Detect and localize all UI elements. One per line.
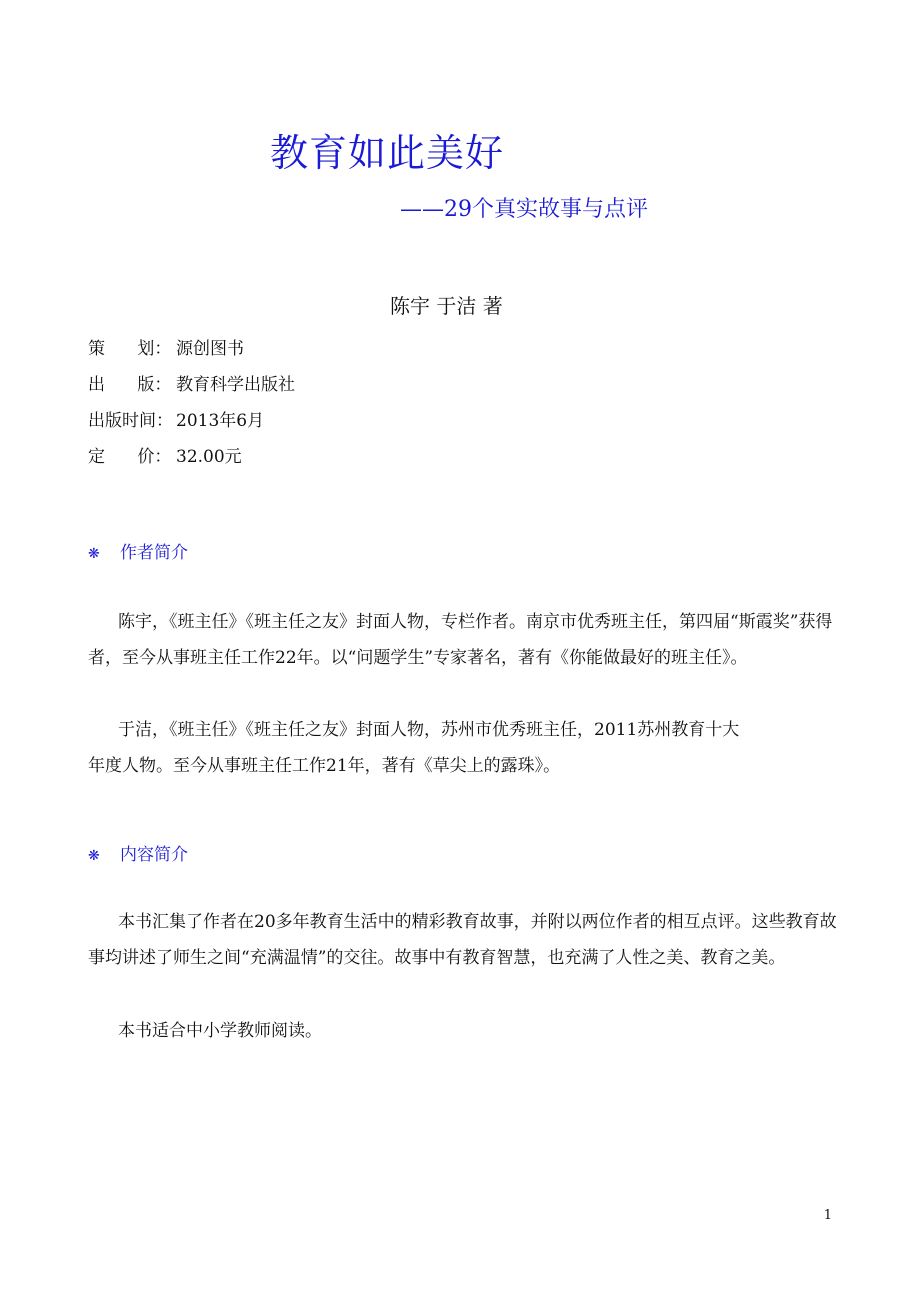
meta-row-publish-date [88,406,264,431]
meta-label: 策 划： [88,339,172,359]
section-heading-label: 作者简介 [120,543,188,563]
meta-value: 源创图书 [176,339,244,359]
author-intro-paragraph-yujie-line1: 于洁，《班主任》《班主任之友》封面人物，苏州市优秀班主任，2011苏州教育十大 [118,720,740,740]
meta-value: 教育科学出版社 [176,375,295,395]
book-authors: 陈宇 于洁 著 [390,294,503,318]
meta-label: 定 价： [88,447,172,467]
asterism-icon: ❋ [88,546,100,562]
asterism-icon: ❋ [88,848,100,864]
meta-value: 2013年6月 [176,411,265,431]
content-intro-audience: 本书适合中小学教师阅读。 [118,1021,322,1041]
section-heading-label: 内容简介 [120,845,188,865]
author-intro-paragraph-yujie-line2: 年度人物。至今从事班主任工作21年，著有《草尖上的露珠》。 [88,756,561,776]
book-subtitle: ——29个真实故事与点评 [400,197,648,222]
meta-row-planning [88,334,244,359]
meta-row-publisher [88,370,295,395]
section-heading-content-intro [88,840,188,865]
author-intro-paragraph-chenyu: 陈宇，《班主任》《班主任之友》封面人物，专栏作者。南京市优秀班主任，第四届“斯霞奖”获得者，至今从事班主任工作22年。以“问题学生”专家著名，著有《你能做最好的班主任》。 [88,612,833,668]
page-number: 1 [823,1208,832,1223]
content-intro-paragraph: 本书汇集了作者在20多年教育生活中的精彩教育故事，并附以两位作者的相互点评。这些教育故事均讲述了师生之间“充满温情”的交往。故事中有教育智慧，也充满了人性之美、教育之美。 [88,912,837,968]
meta-row-price [88,442,242,467]
section-heading-author-intro [88,538,188,563]
book-title: 教育如此美好 [270,131,505,175]
meta-label: 出版时间： [88,411,173,431]
meta-label: 出 版： [88,375,172,395]
meta-value: 32.00元 [176,447,242,467]
